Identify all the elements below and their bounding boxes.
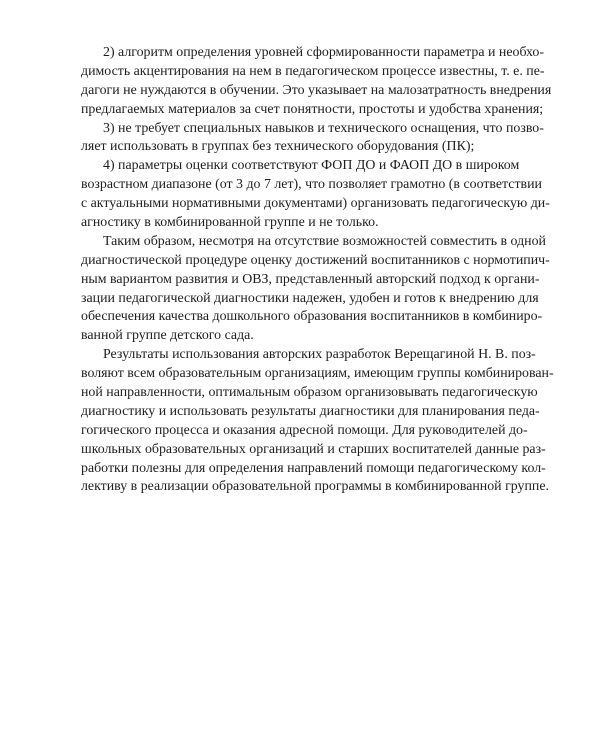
text-line: 3) не требует специальных навыков и технического оснащения, что позво- xyxy=(103,120,544,136)
text-line: предлагаемых материалов за счет понятности, простоты и удобства хранения; xyxy=(81,101,544,117)
text-line: ной направленности, оптимальным образом организовывать педагогическую xyxy=(81,385,538,401)
text-line: обеспечения качества дошкольного образования воспитанников в комбиниро- xyxy=(81,309,543,325)
text-line: диагностической процедуре оценку достижений воспитанников с нормотипич- xyxy=(81,252,550,268)
text-line: зации педагогической диагностики надежен, удобен и готов к внедрению для xyxy=(81,290,539,306)
text-line: ным вариантом развития и ОВЗ, представленный авторский подход к органи- xyxy=(81,271,540,287)
text-line: Результаты использования авторских разработок Верещагиной Н. В. поз- xyxy=(103,347,536,363)
text-line: дагоги не нуждаются в обучении. Это указывает на малозатратность внедрения xyxy=(81,82,552,98)
paragraph-item-2 xyxy=(81,44,552,120)
text-line: димость акцентирования на нем в педагогическом процессе известны, т. е. пе- xyxy=(81,63,545,79)
text-line: ляет использовать в группах без технического оборудования (ПК); xyxy=(81,139,475,155)
text-line: воляют всем образовательным организациям, имеющим группы комбинирован- xyxy=(81,366,554,382)
paragraph-item-3 xyxy=(81,120,544,158)
text-line: 4) параметры оценки соответствуют ФОП ДО и ФАОП ДО в широком xyxy=(103,158,520,174)
body-text xyxy=(81,44,554,497)
text-line: агностику в комбинированной группе и не только. xyxy=(81,215,379,231)
text-line: 2) алгоритм определения уровней сформированности параметра и необхо- xyxy=(103,45,544,60)
text-line: диагностику и использовать результаты диагностики для планирования педа- xyxy=(81,403,540,419)
paragraph-conclusion xyxy=(81,233,550,346)
text-line: возрастном диапазоне (от 3 до 7 лет), что позволяет грамотно (в соответствии xyxy=(81,177,542,193)
text-line: школьных образовательных организаций и старших воспитателей данные раз- xyxy=(81,441,546,457)
text-line: с актуальными нормативными документами) организовать педагогическую ди- xyxy=(81,196,550,212)
text-line: Таким образом, несмотря на отсутствие возможностей совместить в одной xyxy=(103,233,546,249)
paragraph-results xyxy=(81,346,554,497)
text-line: ванной группе детского сада. xyxy=(81,328,254,344)
text-line: лективу в реализации образовательной программы в комбинированной группе. xyxy=(81,479,549,495)
text-line: работки полезны для определения направлений помощи педагогическому кол- xyxy=(81,460,546,476)
paragraph-item-4 xyxy=(81,157,550,233)
text-line: гогического процесса и оказания адресной помощи. Для руководителей до- xyxy=(81,422,528,438)
